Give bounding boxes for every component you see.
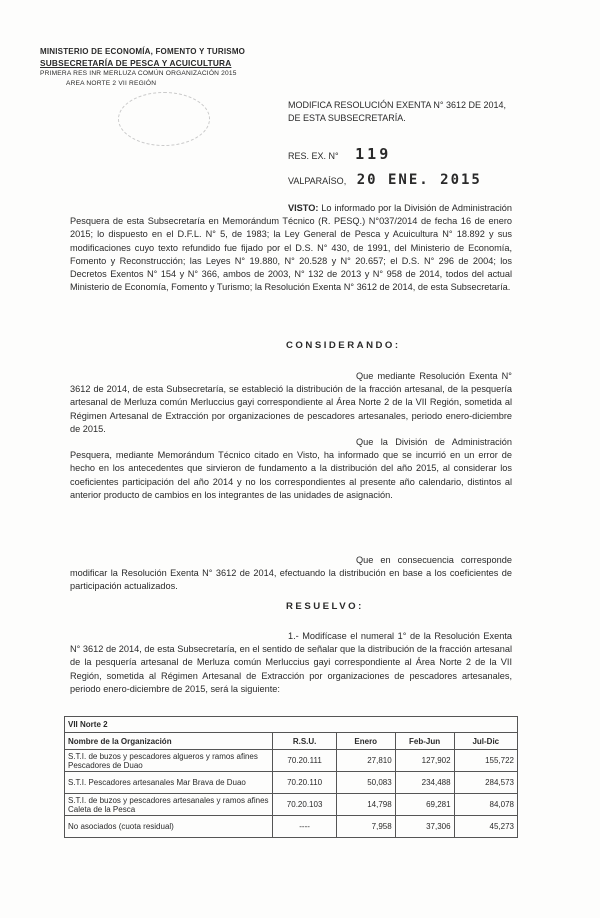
ministry-name: MINISTERIO DE ECONOMÍA, FOMENTO Y TURISMO — [40, 47, 246, 56]
distribution-table — [64, 716, 518, 838]
region-cell: VII Norte 2 — [65, 717, 518, 733]
table-row — [65, 794, 518, 816]
considerando-paragraph-1: Que mediante Resolución Exenta N° 3612 de 2014, de esta Subsecretaría, se estableció la distribución de la fracción artesanal, de la pesquería artesanal de Merluza común Merluccius gayi correspondiente al Área Norte 2 de la VII Región, sometida al Régimen Artesanal de Extracción por organizaciones de pescadores artesanales, periodo enero-diciembre de 2015. — [70, 371, 512, 434]
jul-dic-value: 84,078 — [454, 794, 517, 816]
header-subject-line: PRIMERA RES INR MERLUZA COMÚN ORGANIZACIÓN 2015 — [40, 70, 237, 77]
feb-jun-value: 37,306 — [395, 816, 454, 838]
enero-value: 14,798 — [336, 794, 395, 816]
considerando-paragraph-3: Que en consecuencia corresponde modificar la Resolución Exenta N° 3612 de 2014, efectuando la distribución en base a los coeficientes de participación actualizados. — [70, 555, 512, 592]
resolution-title-line1: MODIFICA RESOLUCIÓN EXENTA N° 3612 DE 2014, — [288, 100, 507, 110]
rsu-code: 70.20.103 — [273, 794, 336, 816]
subsecretaria-name: SUBSECRETARÍA DE PESCA Y ACUICULTURA — [40, 58, 232, 68]
organization-name: S.T.I. de buzos y pescadores algueros y ramos afines Pescadores de Duao — [65, 750, 273, 772]
col-header-feb-jun: Feb-Jun — [395, 733, 454, 750]
resolution-number-label: RES. EX. N° — [288, 151, 339, 161]
feb-jun-value: 69,281 — [395, 794, 454, 816]
faded-stamp — [118, 92, 210, 146]
col-header-jul-dic: Jul-Dic — [454, 733, 517, 750]
organization-name: S.T.I. Pescadores artesanales Mar Brava de Duao — [65, 772, 273, 794]
visto-paragraph — [70, 202, 512, 294]
header-area-line: AREA NORTE 2 VII REGIÓN — [66, 80, 157, 87]
resolution-date: 20 ENE. 2015 — [356, 172, 482, 188]
considerando-paragraph-2: Que la División de Administración Pesquera, mediante Memorándum Técnico citado en Visto, ha informado que se incurrió en un error de hecho en los antecedentes que sirvieron de fundamento a la distribución del año 2015, al considerar los coeficientes participación del año 2014 y no los correspondientes al presente año calendario, distintos al anterior producto de cambios en los integrantes de las unidades de asignación. — [70, 437, 512, 500]
col-header-enero: Enero — [336, 733, 395, 750]
distribution-table-wrapper — [64, 716, 518, 838]
organization-name: S.T.I. de buzos y pescadores artesanales y ramos afines Caleta de la Pesca — [65, 794, 273, 816]
jul-dic-value: 284,573 — [454, 772, 517, 794]
feb-jun-value: 127,902 — [395, 750, 454, 772]
resolution-date-row — [288, 172, 482, 188]
table-row — [65, 816, 518, 838]
table-row — [65, 750, 518, 772]
place-label: VALPARAÍSO, — [288, 176, 347, 186]
jul-dic-value: 155,722 — [454, 750, 517, 772]
col-header-rsu: R.S.U. — [273, 733, 336, 750]
table-row — [65, 772, 518, 794]
resolution-number: 119 — [355, 145, 392, 163]
visto-label: VISTO: — [288, 203, 319, 213]
resolution-number-row — [288, 145, 391, 163]
table-header-row — [65, 733, 518, 750]
enero-value: 50,083 — [336, 772, 395, 794]
resolution-title-line2: DE ESTA SUBSECRETARÍA. — [288, 113, 406, 123]
rsu-code: 70.20.111 — [273, 750, 336, 772]
organization-name: No asociados (cuota residual) — [65, 816, 273, 838]
feb-jun-value: 234,488 — [395, 772, 454, 794]
enero-value: 27,810 — [336, 750, 395, 772]
resuelvo-paragraph-1: 1.- Modifícase el numeral 1° de la Resolución Exenta N° 3612 de 2014, de esta Subsecretaría, en el sentido de señalar que la distribución de la fracción artesanal de la pesquería artesanal de Merluza común Merluccius gayi correspondiente al Área Norte 2 de la VII Región, sometida al Régimen Artesanal de Extracción por organizaciones de pescadores artesanales, periodo enero-diciembre de 2015, será la siguiente: — [70, 631, 512, 694]
rsu-code: ---- — [273, 816, 336, 838]
enero-value: 7,958 — [336, 816, 395, 838]
jul-dic-value: 45,273 — [454, 816, 517, 838]
col-header-organization: Nombre de la Organización — [65, 733, 273, 750]
resuelvo-heading: RESUELVO: — [286, 601, 364, 612]
considerando-heading: CONSIDERANDO: — [286, 340, 401, 351]
rsu-code: 70.20.110 — [273, 772, 336, 794]
visto-text: Lo informado por la División de Administración Pesquera de esta Subsecretaría en Memorándum Técnico (R. PESQ.) N°037/2014 de fecha 16 de enero 2015; lo dispuesto en el D.F.L. N° 5, de 1983; la Ley General de Pesca y Acuicultura N° 18.892 y sus modificaciones cuyo texto refundido fue fijado por el D.S. N° 430, de 1991, del Ministerio de Economía, Fomento y Reconstrucción; las Leyes N° 19.880, N° 20.528 y N° 20.657; el D.S. N° 296 de 2004; los Decretos Exentos N° 154 y N° 366, ambos de 2003, N° 132 de 2013 y N° 958 de 2014, todos del actual Ministerio de Economía, Fomento y Turismo; la Resolución Exenta N° 3612 de 2014, de esta Subsecretaría. — [70, 203, 512, 293]
